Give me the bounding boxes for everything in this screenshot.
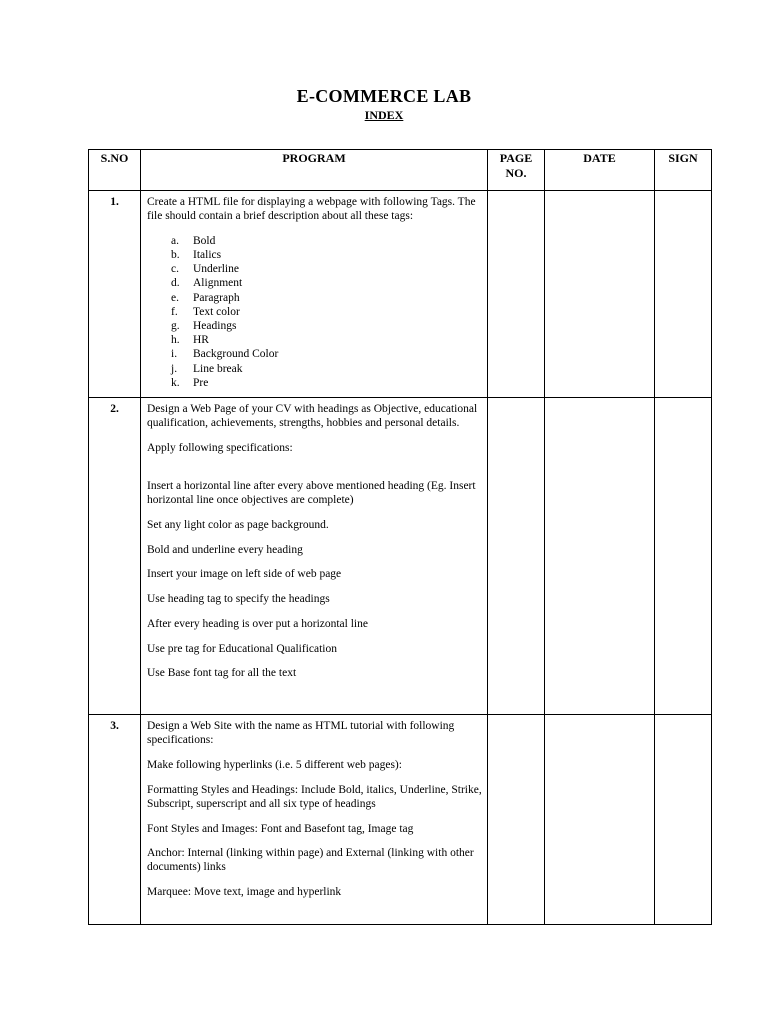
list-marker: d. — [171, 277, 180, 290]
program-paragraph: After every heading is over put a horizontal line — [147, 617, 368, 630]
column-header-sno: S.NO — [89, 150, 141, 191]
list-item — [147, 248, 483, 262]
row-sign — [655, 191, 712, 398]
list-marker: j. — [171, 362, 178, 375]
program-paragraph: Design a Web Site with the name as HTML tutorial with following specifications: — [147, 720, 455, 747]
column-header-sign: SIGN — [655, 150, 712, 191]
program-paragraph: Font Styles and Images: Font and Basefont tag, Image tag — [147, 822, 414, 835]
list-item — [147, 291, 483, 305]
list-label: Alignment — [193, 277, 243, 290]
column-header-date: DATE — [545, 150, 655, 191]
program-paragraph: Anchor: Internal (linking within page) and External (linking with other documents) links — [147, 847, 474, 874]
row-page-no — [488, 398, 545, 715]
program-paragraph: Design a Web Page of your CV with headings as Objective, educational qualification, achievements, strengths, hobbies and personal details. — [147, 403, 478, 430]
column-header-program: PROGRAM — [141, 150, 488, 191]
table-row — [89, 715, 712, 925]
program-description: Create a HTML file for displaying a webpage with following Tags. The file should contain a brief description about all these tags: — [147, 196, 476, 223]
row-date — [545, 715, 655, 925]
program-paragraph: Use pre tag for Educational Qualification — [147, 642, 337, 655]
program-paragraph: Use Base font tag for all the text — [147, 667, 297, 680]
list-marker: k. — [171, 376, 180, 389]
program-paragraph: Make following hyperlinks (i.e. 5 different web pages): — [147, 758, 402, 771]
row-sno: 1. — [89, 191, 141, 398]
row-page-no — [488, 191, 545, 398]
list-marker: a. — [171, 234, 179, 247]
row-program — [141, 191, 488, 398]
tag-list — [147, 234, 483, 390]
list-label: Line break — [193, 362, 243, 375]
program-paragraph: Bold and underline every heading — [147, 543, 303, 556]
row-sign — [655, 715, 712, 925]
program-paragraph: Marquee: Move text, image and hyperlink — [147, 886, 342, 899]
table-row — [89, 191, 712, 398]
list-item — [147, 376, 483, 390]
column-header-page-no — [488, 150, 545, 191]
table-header-row — [89, 150, 712, 191]
list-label: Text color — [193, 305, 240, 318]
list-item — [147, 347, 483, 361]
index-table — [88, 149, 712, 925]
list-label: Italics — [193, 249, 222, 262]
program-paragraph: Set any light color as page background. — [147, 519, 329, 532]
list-item — [147, 362, 483, 376]
list-label: Headings — [193, 320, 237, 333]
page-subtitle: INDEX — [364, 108, 404, 122]
list-label: Bold — [193, 234, 216, 247]
program-paragraph: Formatting Styles and Headings: Include Bold, italics, Underline, Strike, Subscript, superscript and all six type of headings — [147, 783, 482, 810]
list-item — [147, 305, 483, 319]
list-marker: f. — [171, 305, 178, 318]
program-paragraph: Insert your image on left side of web page — [147, 568, 342, 581]
row-program — [141, 398, 488, 715]
list-marker: c. — [171, 263, 179, 276]
row-date — [545, 398, 655, 715]
list-marker: g. — [171, 320, 180, 333]
program-paragraph: Use heading tag to specify the headings — [147, 593, 330, 606]
row-sno: 2. — [89, 398, 141, 715]
program-paragraph: Apply following specifications: — [147, 441, 293, 454]
list-label: Background Color — [193, 348, 279, 361]
column-header-page-no-line1: PAGE — [499, 151, 533, 165]
row-program — [141, 715, 488, 925]
list-item — [147, 276, 483, 290]
list-marker: b. — [171, 249, 180, 262]
list-label: Underline — [193, 263, 239, 276]
list-marker: e. — [171, 291, 179, 304]
list-item — [147, 262, 483, 276]
row-sign — [655, 398, 712, 715]
program-paragraph: Insert a horizontal line after every above mentioned heading (Eg. Insert horizontal line once objectives are complete) — [147, 480, 476, 507]
list-item — [147, 319, 483, 333]
list-item — [147, 234, 483, 248]
page-title: E-COMMERCE LAB — [296, 86, 472, 106]
list-marker: h. — [171, 334, 180, 347]
list-label: Pre — [193, 376, 209, 389]
list-label: Paragraph — [193, 291, 240, 304]
column-header-page-no-line2: NO. — [505, 166, 527, 180]
table-row — [89, 398, 712, 715]
list-item — [147, 333, 483, 347]
list-label: HR — [193, 334, 209, 347]
row-date — [545, 191, 655, 398]
row-sno: 3. — [89, 715, 141, 925]
row-page-no — [488, 715, 545, 925]
list-marker: i. — [171, 348, 178, 361]
